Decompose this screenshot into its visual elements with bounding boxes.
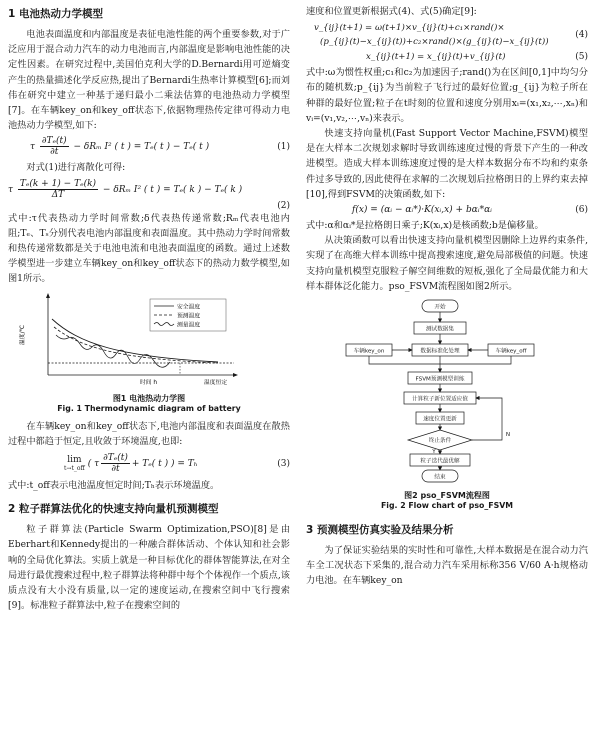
flow-label: 测试数据集 [426,326,454,333]
paragraph: 电池表面温度和内部温度是表征电池性能的两个重要参数,对于广泛应用于混合动力汽车的动力电池而言,内部温度是影响电池性能的决定性因素。在研究过程中,美国伯克利大学的D.Bernardi用可逆熵变产生的热量描述化学反应热,提出了Bernardi生热率计算模型[6];而刘伟在研究中建立一种基于递归最小二乘法估算的电池热动力学模型[7]。在车辆key_on和key_off状态下,依据物理热传定律可得动力电池热动力学模型,如下: [8,29,290,132]
figure-2-caption-en: Fig. 2 Flow chart of pso_FSVM [380,501,514,511]
figure-1-caption-cn: 图1 电池热动力学图 [112,393,186,403]
equation-body: x_{ij}(t+1) = x_{ij}(t)+v_{ij}(t) [366,52,506,63]
equation-2 [8,179,290,200]
equation-line: v_{ij}(t+1) = ω(t+1)×v_{ij}(t)+c₁×rand()× [314,23,505,34]
curve-measured [56,335,170,367]
figure-2-caption-cn: 图2 pso_FSVM流程图 [404,491,490,501]
paragraph: 式中:t_off表示电池温度恒定时间;Tₕ表示环境温度。 [8,480,220,492]
paragraph: 式中:α和αᵢ*是拉格朗日乘子;K(xᵢ,x)是核函数;b是偏移量。 [306,220,544,232]
flow-label: 车辆key_off [495,348,527,355]
thermodynamic-diagram [8,291,290,387]
paragraph: 为了保证实验结果的实时性和可靠性,大样本数据是在混合动力汽车全工况状态下采集的,混合动力汽车采用标称356 V/60 A·h规格动力电池。在车辆key_on [306,545,588,587]
paragraph: 在车辆key_on和key_off状态下,电池内部温度和表面温度在散热过程中都趋于恒定,且收敛于环境温度,也即: [8,420,290,447]
equation-denominator: ∂t [111,464,120,475]
limit-subscript: t→t_off [64,465,85,473]
curve-predicted [54,327,218,363]
y-axis-label: 温度/℃ [20,324,26,345]
flow-label: FSVM预测模型训练 [415,376,465,383]
section-1-title: 1 电池热动力学模型 [8,8,103,20]
flow-label: 速度位置更新 [423,416,457,423]
equation-rhs: − δRₘ I² ( t ) = Tₑ( k ) − Tₑ( k ) [102,184,243,195]
equation-part: + Tₑ( t ) ) = Tₕ [131,458,198,469]
figure-1-caption-en: Fig. 1 Thermodynamic diagram of battery [57,403,241,413]
equation-number: (1) [277,141,290,152]
x-axis-label-2: 温度恒定 [204,379,228,386]
equation-symbol: τ [8,184,13,195]
equation-1 [8,136,290,157]
equation-symbol: τ [30,142,35,153]
equation-number: (5) [575,52,588,63]
equation-number: (4) [575,30,588,41]
right-column [306,4,588,589]
x-axis-label: 时间 h [140,379,158,386]
equation-denominator: ∂t [50,147,59,158]
left-column [8,4,290,613]
equation-numerator: ∂Tₑ(t) [103,453,128,464]
equation-numerator: ∂Tₑ(t) [41,136,67,147]
section-2-title: 2 粒子群算法优化的快速支持向量机预测模型 [8,503,219,516]
flow-label: 数据标准化处理 [420,348,460,355]
paragraph: 从决策函数可以看出快速支持向量机模型因删除上边界约束条件,实现了在高维大样本训练中提高搜索速度,避免局部极值的问题。快速支持向量机模型克服粒子解空间维数的短板,强化了全局最优能力和大样本群体泛化能力。pso_FSVM流程图如图2所示。 [306,235,588,292]
flow-label: 终止条件 [428,438,452,445]
equation-6 [306,205,588,215]
limit-operator: lim [67,455,82,466]
equation-line: (p_{ij}(t)−x_{ij}(t))+c₂×rand()×(g_{ij}(t)−x_{ij}(t)) [320,37,549,48]
paragraph: 快速支持向量机(Fast Support Vector Machine,FSVM)模型是在大样本二次规划求解时导致训练速度过慢的背景下产生的一种改进模型。造成大样本训练速度过慢的是大样本数据分布不均和约束条件过多导致的,因此使得在求解的二次规划后拉格朗日的上界约束去掉[10],得到FSVM的决策函数,如下: [306,128,588,200]
paragraph: 式中:τ代表热动力学时间常数;δ代表热传递常数;Rₘ代表电池内阻;Tₑ、Tₛ分别代表电池内部温度和表面温度。其中热动力学时间常数和热传递常数都是关于电池电流和电池表面温度的函数。通过上述数学模型进一步建立车辆key_on和key_off状态下的热动力数学模型,如图1所示。 [8,212,290,285]
equation-rhs: − δRₘ I² ( t ) = Tₑ( t ) − Tₑ( t ) [73,142,210,153]
flow-label: 计算粒子新位置适应值 [412,396,468,403]
equation-5 [306,52,588,62]
equation-numerator: Tₑ(k + 1) − Tₑ(k) [19,178,97,189]
figure-2 [306,298,588,510]
legend-label: 预测温度 [177,313,201,320]
pso-fsvm-flowchart [306,298,588,484]
paragraph: 对式(1)进行离散化可得: [26,162,126,174]
flow-label: 车辆key_on [353,348,385,355]
flow-label-no: N [505,432,511,439]
paragraph: 式中:ω为惯性权重;c₁和c₂为加速因子;rand()为在区间[0,1]中均匀分布的随机数;p_{ij}为当前粒子飞行过的最好位置;g_{ij}为粒子所在种群的最好位置;粒子在t时刻的位置和速度分别用xᵢ=(x₁,x₂,⋯,xₙ)和vᵢ=(v₁,v₂,⋯,vₙ)来表示。 [306,67,588,124]
paragraph: 速度和位置更新根据式(4)、式(5)确定[9]: [306,6,477,17]
equation-part: ( τ [87,458,100,469]
legend-label: 安全温度 [177,304,201,311]
figure-1 [8,291,290,413]
equation-denominator: ΔT [51,189,65,200]
section-3-title: 3 预测模型仿真实验及结果分析 [306,524,454,537]
equation-number: (6) [575,205,588,216]
equation-body: f(x) = (αᵢ − αᵢ*)·K(xᵢ,x) + bαᵢ*αᵢ [352,205,492,216]
equation-number: (2) [277,200,290,211]
paragraph: 粒子群算法(Particle Swarm Optimization,PSO)[8]是由Eberhart和Kennedy提出的一种融合群体活动、个体认知和社会影响的全局优化算法。实质上就是一种目标优化的群体智能算法,在对全局进行最优搜索过程中,粒子群算法将种群中每个个体视作一个质点,该质点没有大小没有质量,以一定的速度运动,在搜索空间中飞行搜索[9]。标准粒子群算法中,粒子在搜索空间的 [8,524,290,612]
equation-3 [8,453,290,474]
flow-label-yes: Y [432,449,436,456]
equation-number: (3) [277,458,290,469]
flow-label: 开始 [434,304,446,311]
flow-label: 粒子迭代最优解 [420,458,460,465]
flow-label: 结束 [434,474,446,481]
legend-label: 测量温度 [177,322,201,329]
equation-4 [306,21,588,49]
